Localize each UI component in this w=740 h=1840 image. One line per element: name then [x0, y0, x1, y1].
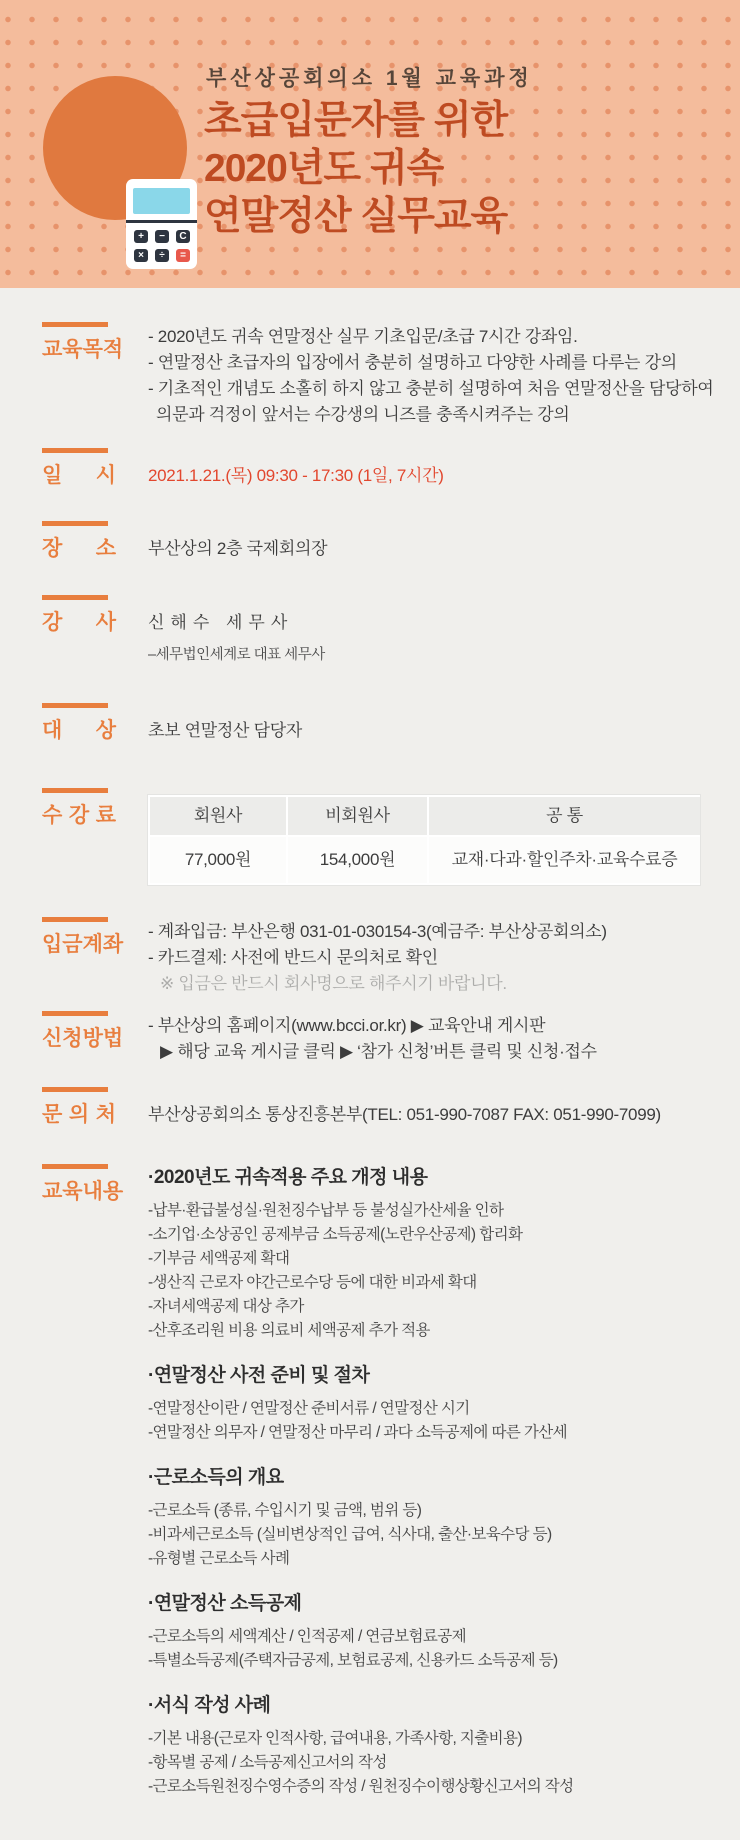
course-title-line2: 2020년도 귀속 — [204, 147, 444, 190]
venue-value: 부산상의 2층 국제회의장 — [148, 539, 328, 558]
curriculum-group — [148, 1364, 714, 1445]
fee-col-nonmember: 비회원사 — [288, 797, 427, 835]
curriculum-item: -기부금 세액공제 확대 — [148, 1250, 290, 1267]
section-accent-bar — [42, 1164, 108, 1169]
section-label-text: 장 소 — [42, 537, 116, 560]
account-note: ※ 입금은 반드시 회사명으로 해주시기 바랍니다. — [160, 974, 507, 993]
curriculum-item: -특별소득공제(주택자금공제, 보험료공제, 신용카드 소득공제 등) — [148, 1652, 558, 1669]
calculator-badge-circle — [43, 76, 187, 261]
curriculum-item: -근로소득의 세액계산 / 인적공제 / 연금보험료공제 — [148, 1628, 466, 1645]
curriculum-group — [148, 1466, 714, 1571]
curriculum-heading: ·2020년도 귀속적용 주요 개정 내용 — [148, 1167, 428, 1188]
header-banner — [0, 0, 740, 288]
instructor-name: 신해수 세무사 — [148, 613, 294, 632]
curriculum-item: -자녀세액공제 대상 추가 — [148, 1298, 304, 1315]
section-accent-bar — [42, 322, 108, 327]
apply-step-line: - 부산상의 홈페이지(www.bcci.or.kr) ▶ 교육안내 게시판 — [148, 1016, 546, 1035]
section-contact — [0, 1087, 740, 1128]
section-venue — [0, 521, 740, 562]
calc-key-clear: C — [176, 230, 190, 243]
section-label-text: 문 의 처 — [42, 1103, 116, 1126]
section-account — [0, 917, 740, 997]
section-label-text: 수 강 료 — [42, 804, 116, 827]
poster-body — [0, 322, 740, 1799]
section-accent-bar — [42, 595, 108, 600]
curriculum-group — [148, 1592, 714, 1673]
fee-col-member: 회원사 — [150, 797, 286, 835]
curriculum-group — [148, 1694, 714, 1799]
curriculum-item: -근로소득 (종류, 수입시기 및 금액, 범위 등) — [148, 1502, 422, 1519]
section-target — [0, 703, 740, 744]
purpose-line: - 기초적인 개념도 소홀히 하지 않고 충분히 설명하여 처음 연말정산을 담당하여 — [148, 379, 714, 398]
calc-key-divide: ÷ — [155, 249, 169, 262]
section-instructor-label — [42, 595, 148, 665]
fee-common-benefits: 교재·다과·할인주차·교육수료증 — [429, 837, 700, 883]
instructor-desc: –세무법인세계로 대표 세무사 — [148, 647, 325, 663]
section-accent-bar — [42, 703, 108, 708]
section-accent-bar — [42, 917, 108, 922]
section-contact-label — [42, 1087, 148, 1128]
calc-key-plus: + — [134, 230, 148, 243]
calc-key-minus: − — [155, 230, 169, 243]
datetime-value: 2021.1.21.(목) 09:30 - 17:30 (1일, 7시간) — [148, 466, 444, 485]
section-target-label — [42, 703, 148, 744]
course-title-line3: 연말정산 실무교육 — [204, 195, 508, 238]
curriculum-item: -근로소득원천징수영수증의 작성 / 원천징수이행상황신고서의 작성 — [148, 1778, 574, 1795]
purpose-content — [148, 322, 714, 428]
purpose-line: - 연말정산 초급자의 입장에서 충분히 설명하고 다양한 사례를 다루는 강의 — [148, 353, 677, 372]
section-account-label — [42, 917, 148, 997]
section-datetime — [0, 448, 740, 489]
target-value: 초보 연말정산 담당자 — [148, 721, 302, 740]
fee-col-common: 공 통 — [429, 797, 700, 835]
curriculum-item: -소기업·소상공인 공제부금 소득공제(노란우산공제) 합리화 — [148, 1226, 523, 1243]
calculator-keys — [134, 230, 190, 262]
apply-step-line: ▶ 해당 교육 게시글 클릭 ▶ ‘참가 신청’버튼 클릭 및 신청·접수 — [160, 1042, 597, 1061]
contact-value: 부산상공회의소 통상진흥본부(TEL: 051-990-7087 FAX: 051-990-7099) — [148, 1105, 661, 1124]
section-fee-label — [42, 788, 148, 885]
section-curriculum — [0, 1164, 740, 1799]
curriculum-item: -생산직 근로자 야간근로수당 등에 대한 비과세 확대 — [148, 1274, 477, 1291]
section-accent-bar — [42, 788, 108, 793]
curriculum-heading: ·연말정산 소득공제 — [148, 1593, 302, 1614]
section-apply — [0, 1011, 740, 1065]
curriculum-item: -유형별 근로소득 사례 — [148, 1550, 290, 1567]
course-eyebrow: 부산상공회의소 1월 교육과정 — [206, 67, 533, 90]
calc-key-equals: = — [176, 249, 190, 262]
section-label-text: 교육내용 — [42, 1180, 124, 1203]
calculator-screen — [133, 188, 190, 214]
section-datetime-label — [42, 448, 148, 489]
section-accent-bar — [42, 521, 108, 526]
section-purpose-label — [42, 322, 148, 428]
calc-key-multiply: × — [134, 249, 148, 262]
curriculum-heading: ·근로소득의 개요 — [148, 1467, 284, 1488]
section-label-text: 일 시 — [42, 464, 116, 487]
calculator-icon — [126, 179, 197, 269]
section-curriculum-label — [42, 1164, 148, 1799]
curriculum-item: -산후조리원 비용 의료비 세액공제 추가 적용 — [148, 1322, 430, 1339]
purpose-line: 의문과 걱정이 앞서는 수강생의 니즈를 충족시켜주는 강의 — [156, 405, 570, 424]
curriculum-heading: ·연말정산 사전 준비 및 절차 — [148, 1365, 370, 1386]
fee-nonmember-price: 154,000원 — [288, 837, 427, 883]
section-venue-label — [42, 521, 148, 562]
curriculum-group — [148, 1166, 714, 1343]
section-instructor — [0, 595, 740, 665]
curriculum-content — [148, 1164, 714, 1799]
curriculum-item: -연말정산이란 / 연말정산 준비서류 / 연말정산 시기 — [148, 1400, 470, 1417]
curriculum-item: -비과세근로소득 (실비변상적인 급여, 식사대, 출산·보육수당 등) — [148, 1526, 552, 1543]
fee-member-price: 77,000원 — [150, 837, 286, 883]
section-label-text: 강 사 — [42, 611, 116, 634]
section-accent-bar — [42, 448, 108, 453]
fee-content — [148, 788, 714, 885]
section-accent-bar — [42, 1011, 108, 1016]
section-purpose — [0, 322, 740, 428]
curriculum-item: -연말정산 의무자 / 연말정산 마무리 / 과다 소득공제에 따른 가산세 — [148, 1424, 568, 1441]
apply-content — [148, 1011, 714, 1065]
section-fee — [0, 788, 740, 885]
section-label-text: 신청방법 — [42, 1027, 124, 1050]
course-title-line1: 초급입문자를 위한 — [204, 99, 508, 142]
section-label-text: 입금계좌 — [42, 933, 124, 956]
account-line: - 계좌입금: 부산은행 031-01-030154-3(예금주: 부산상공회의소) — [148, 922, 607, 941]
section-label-text: 대 상 — [42, 719, 116, 742]
section-label-text: 교육목적 — [42, 338, 124, 361]
calculator-divider — [126, 220, 197, 223]
instructor-content — [148, 595, 714, 665]
curriculum-item: -기본 내용(근로자 인적사항, 급여내용, 가족사항, 지출비용) — [148, 1730, 522, 1747]
curriculum-heading: ·서식 작성 사례 — [148, 1695, 271, 1716]
account-line: - 카드결제: 사전에 반드시 문의처로 확인 — [148, 948, 438, 967]
course-title — [204, 97, 507, 241]
section-accent-bar — [42, 1087, 108, 1092]
section-apply-label — [42, 1011, 148, 1065]
purpose-line: - 2020년도 귀속 연말정산 실무 기초입문/초급 7시간 강좌임. — [148, 327, 578, 346]
curriculum-item: -항목별 공제 / 소득공제신고서의 작성 — [148, 1754, 387, 1771]
account-content — [148, 917, 714, 997]
curriculum-item: -납부·환급불성실·원천징수납부 등 불성실가산세율 인하 — [148, 1202, 504, 1219]
fee-table — [148, 795, 700, 885]
